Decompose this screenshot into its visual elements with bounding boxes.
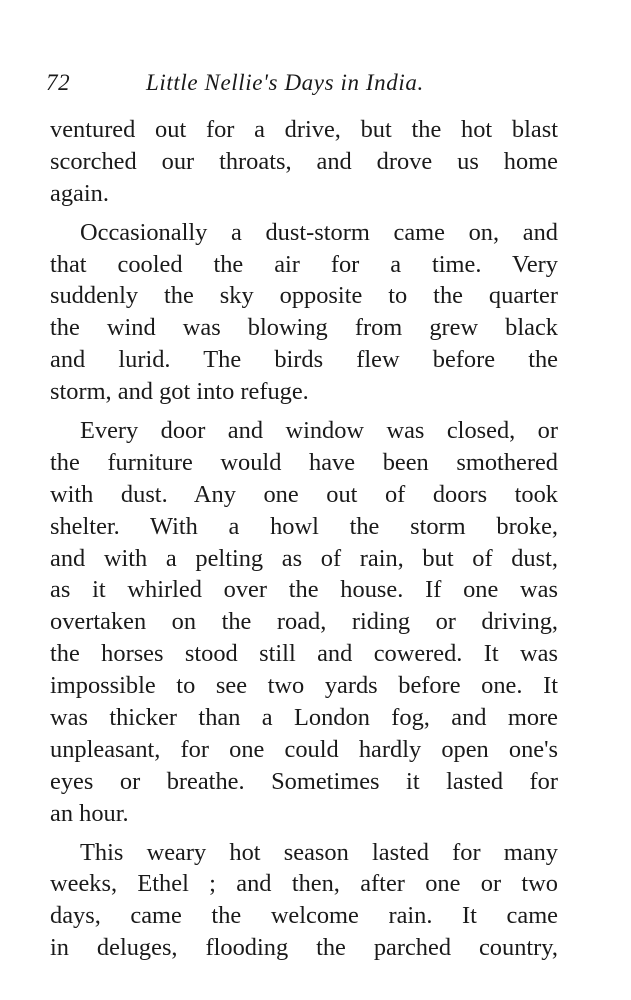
paragraph	[50, 837, 558, 965]
paragraph	[50, 415, 558, 830]
text-line: an hour.	[50, 799, 129, 827]
paragraph	[50, 217, 558, 408]
page-number: 72	[46, 70, 71, 95]
text-line: and lurid. The birds flew before the	[50, 346, 558, 374]
running-title: Little Nellie's Days in India.	[146, 70, 424, 95]
text-line: suddenly the sky opposite to the quarter	[50, 282, 558, 310]
text-line: Every door and window was closed, or	[80, 417, 558, 445]
text-line: days, came the welcome rain. It came	[50, 902, 558, 930]
text-line: overtaken on the road, riding or driving,	[50, 608, 558, 636]
text-line: as it whirled over the house. If one was	[50, 576, 558, 604]
text-line: storm, and got into refuge.	[50, 378, 309, 406]
text-line: ventured out for a drive, but the hot blast	[50, 116, 558, 143]
text-line: with dust. Any one out of doors took	[50, 480, 558, 508]
text-line: This weary hot season lasted for many	[80, 838, 558, 866]
text-line: the furniture would have been smothered	[50, 448, 558, 476]
text-line: was thicker than a London fog, and more	[50, 704, 558, 732]
text-line: weeks, Ethel ; and then, after one or two	[50, 870, 558, 898]
text-line: scorched our throats, and drove us home	[50, 147, 558, 175]
text-line: impossible to see two yards before one. It	[50, 672, 558, 700]
text-line: and with a pelting as of rain, but of dust,	[50, 544, 558, 572]
text-line: the horses stood still and cowered. It was	[50, 640, 558, 668]
text-line: in deluges, flooding the parched country,	[50, 934, 558, 962]
text-line: Occasionally a dust-storm came on, and	[80, 218, 558, 246]
text-line: unpleasant, for one could hardly open one's	[50, 735, 558, 763]
body-text	[50, 114, 558, 964]
text-line: that cooled the air for a time. Very	[50, 250, 558, 278]
text-line: eyes or breathe. Sometimes it lasted for	[50, 767, 558, 795]
text-line: the wind was blowing from grew black	[50, 314, 558, 342]
page-header	[46, 64, 586, 100]
paragraph	[50, 114, 558, 210]
text-line: again.	[50, 179, 109, 207]
text-line: shelter. With a howl the storm broke,	[50, 512, 558, 540]
